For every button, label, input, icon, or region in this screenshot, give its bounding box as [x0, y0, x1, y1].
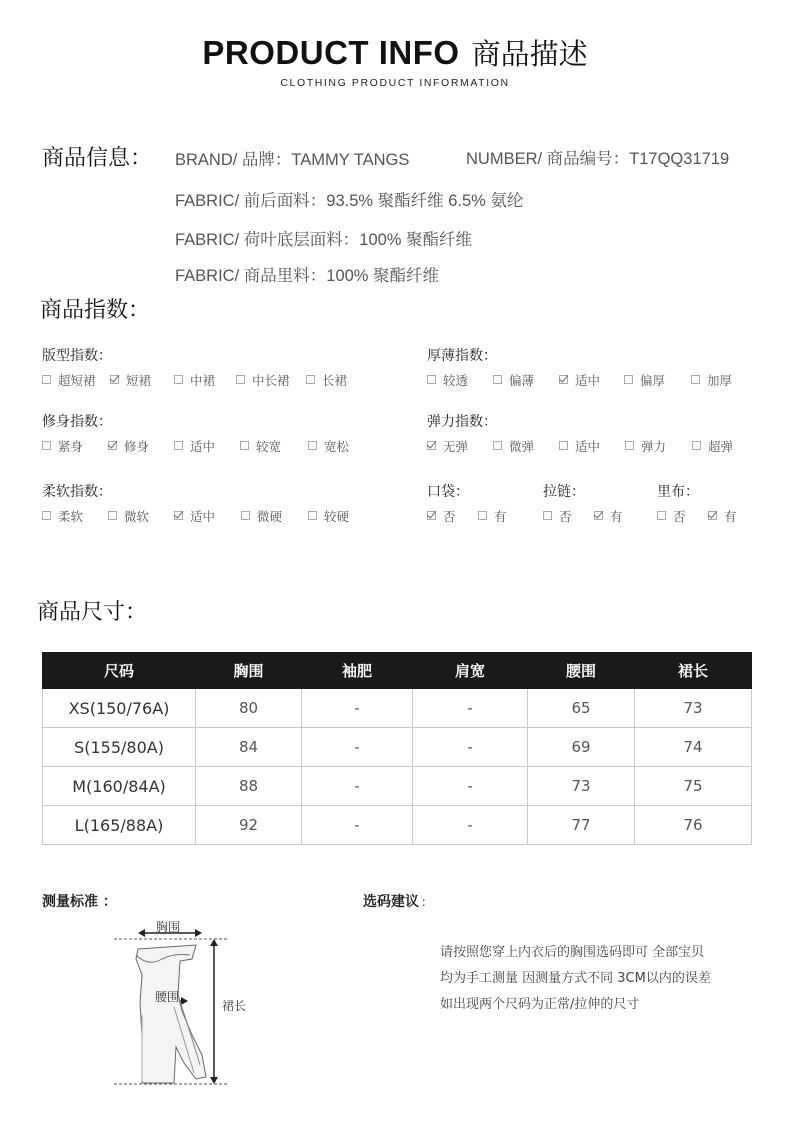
chest-arrow-left-head — [138, 929, 145, 937]
pocket-title: 口袋： — [427, 484, 469, 500]
option-item: 长裙 — [306, 371, 347, 389]
checkbox-icon — [241, 511, 250, 520]
option-item: 适中 — [559, 371, 600, 389]
table-cell: - — [302, 767, 413, 806]
option-item: 有 — [478, 507, 507, 525]
checked-checkbox-icon — [110, 375, 119, 384]
checked-checkbox-icon — [594, 511, 603, 520]
option-item: 短裙 — [110, 371, 151, 389]
table-header-row — [43, 653, 752, 689]
checkbox-icon — [174, 441, 183, 450]
option-item: 微弹 — [493, 437, 534, 455]
table-cell: - — [302, 728, 413, 767]
option-item: 超弹 — [692, 437, 733, 455]
advice-line: 请按照您穿上内衣后的胸围选码即可 全部宝贝 — [440, 945, 705, 960]
measure-heading: 测量标准 ： — [42, 894, 117, 910]
chest-arrow-right-head — [195, 929, 202, 937]
advice-heading: 选码建议 ： — [363, 894, 434, 910]
option-item: 有 — [594, 507, 623, 525]
option-item: 适中 — [174, 437, 215, 455]
fabric-outer-text: FABRIC/ 前后面料：93.5% 聚酯纤维 6.5% 氨纶 — [175, 192, 524, 210]
table-cell: - — [413, 689, 528, 728]
size-cell: L(165/88A) — [43, 806, 196, 845]
thickness-index-title: 厚薄指数： — [427, 348, 497, 364]
table-cell: 75 — [635, 767, 752, 806]
fit-index-title: 修身指数： — [42, 414, 112, 430]
page-subtitle: CLOTHING PRODUCT INFORMATION — [280, 77, 510, 89]
option-item: 中裙 — [174, 371, 215, 389]
size-cell: S(155/80A) — [43, 728, 196, 767]
option-item: 加厚 — [691, 371, 732, 389]
checkbox-icon — [692, 441, 701, 450]
checkbox-icon — [543, 511, 552, 520]
length-arrow-top-head — [210, 939, 218, 946]
checked-checkbox-icon — [559, 375, 568, 384]
checkbox-icon — [42, 511, 51, 520]
checkbox-icon — [42, 375, 51, 384]
size-table — [42, 652, 752, 845]
table-cell: 76 — [635, 806, 752, 845]
checkbox-icon — [493, 375, 502, 384]
waist-label: 腰围 — [155, 990, 180, 1004]
table-cell: 88 — [196, 767, 302, 806]
checkbox-icon — [308, 511, 317, 520]
softness-index-title: 柔软指数： — [42, 484, 112, 500]
length-label: 裙长 — [222, 999, 247, 1013]
checkbox-icon — [657, 511, 666, 520]
table-cell: 84 — [196, 728, 302, 767]
table-cell: - — [302, 689, 413, 728]
table-cell: - — [302, 806, 413, 845]
checkbox-icon — [493, 441, 502, 450]
checkbox-icon — [624, 375, 633, 384]
option-item: 否 — [657, 507, 686, 525]
product-index-heading: 商品指数： — [40, 298, 151, 323]
lining-title: 里布： — [657, 484, 699, 500]
checkbox-icon — [625, 441, 634, 450]
option-item: 较硬 — [308, 507, 349, 525]
table-cell: 80 — [196, 689, 302, 728]
column-header: 胸围 — [196, 653, 302, 689]
advice-line: 如出现两个尺码为正常/拉伸的尺寸 — [440, 997, 640, 1012]
chest-label: 胸围 — [156, 920, 181, 934]
product-info-heading: 商品信息： — [42, 146, 153, 171]
table-row — [43, 728, 752, 767]
title-english: PRODUCT INFO — [202, 34, 460, 71]
checkbox-icon — [306, 375, 315, 384]
stretch-index-title: 弹力指数： — [427, 414, 497, 430]
checkbox-icon — [427, 375, 436, 384]
silhouette-index-title: 版型指数： — [42, 348, 112, 364]
table-cell: 77 — [528, 806, 635, 845]
checked-checkbox-icon — [708, 511, 717, 520]
checked-checkbox-icon — [174, 511, 183, 520]
checkbox-icon — [174, 375, 183, 384]
waist-arrow-right-head — [181, 997, 188, 1005]
table-row — [43, 767, 752, 806]
table-cell: - — [413, 767, 528, 806]
option-item: 否 — [543, 507, 572, 525]
option-item: 否 — [427, 507, 456, 525]
column-header: 腰围 — [528, 653, 635, 689]
checked-checkbox-icon — [108, 441, 117, 450]
page-title — [0, 32, 790, 73]
size-heading: 商品尺寸： — [37, 600, 148, 625]
option-item: 偏薄 — [493, 371, 534, 389]
column-header: 肩宽 — [413, 653, 528, 689]
option-item: 偏厚 — [624, 371, 665, 389]
checked-checkbox-icon — [427, 511, 436, 520]
checkbox-icon — [478, 511, 487, 520]
advice-line: 均为手工测量 因测量方式不同 3CM以内的误差 — [440, 971, 711, 986]
option-item: 修身 — [108, 437, 149, 455]
column-header: 尺码 — [43, 653, 196, 689]
table-cell: 69 — [528, 728, 635, 767]
option-item: 宽松 — [308, 437, 349, 455]
table-cell: 73 — [528, 767, 635, 806]
option-item: 无弹 — [427, 437, 468, 455]
option-item: 微硬 — [241, 507, 282, 525]
title-chinese: 商品描述 — [471, 37, 588, 71]
zipper-title: 拉链： — [543, 484, 585, 500]
option-item: 适中 — [174, 507, 215, 525]
option-item: 适中 — [559, 437, 600, 455]
table-cell: - — [413, 806, 528, 845]
fabric-ruffle-text: FABRIC/ 荷叶底层面料：100% 聚酯纤维 — [175, 231, 473, 249]
option-item: 较透 — [427, 371, 468, 389]
table-cell: - — [413, 728, 528, 767]
product-number-text: NUMBER/ 商品编号：T17QQ31719 — [466, 150, 730, 168]
table-cell: 65 — [528, 689, 635, 728]
checked-checkbox-icon — [427, 441, 436, 450]
checkbox-icon — [236, 375, 245, 384]
checkbox-icon — [42, 441, 51, 450]
column-header: 袖肥 — [302, 653, 413, 689]
checkbox-icon — [308, 441, 317, 450]
table-row — [43, 806, 752, 845]
checkbox-icon — [691, 375, 700, 384]
table-cell: 73 — [635, 689, 752, 728]
brand-text: BRAND/ 品牌：TAMMY TANGS — [175, 151, 410, 169]
table-cell: 92 — [196, 806, 302, 845]
column-header: 裙长 — [635, 653, 752, 689]
size-cell: XS(150/76A) — [43, 689, 196, 728]
option-item: 较宽 — [240, 437, 281, 455]
checkbox-icon — [108, 511, 117, 520]
length-arrow-bottom-head — [210, 1077, 218, 1084]
checkbox-icon — [240, 441, 249, 450]
option-item: 中长裙 — [236, 371, 290, 389]
fabric-lining-text: FABRIC/ 商品里料：100% 聚酯纤维 — [175, 267, 440, 285]
size-cell: M(160/84A) — [43, 767, 196, 806]
option-item: 紧身 — [42, 437, 83, 455]
option-item: 有 — [708, 507, 737, 525]
option-item: 超短裙 — [42, 371, 96, 389]
option-item: 弹力 — [625, 437, 666, 455]
option-item: 柔软 — [42, 507, 83, 525]
table-cell: 74 — [635, 728, 752, 767]
dress-outline — [136, 945, 206, 1083]
checkbox-icon — [559, 441, 568, 450]
advice-text — [440, 940, 711, 1018]
option-item: 微软 — [108, 507, 149, 525]
table-row — [43, 689, 752, 728]
